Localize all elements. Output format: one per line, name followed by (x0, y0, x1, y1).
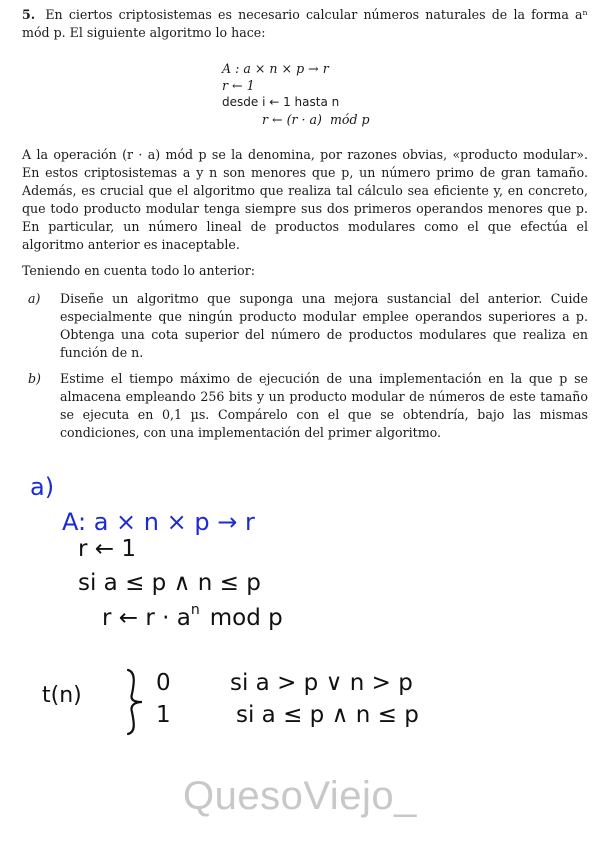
algorithm-signature: A : a × n × p → r (222, 61, 329, 76)
question-text-b: Estime el tiempo máximo de ejecución de una implementación en la que p se almacena empleando 256 bits y un producto modular de números de este tamaño se ejecuta en 0,1 µs. Compárelo con el que se obtendría, bajo las mismas condiciones, con una implementación del primer algoritmo. (60, 371, 588, 440)
hand-signature-line: A: a × n × p → r (62, 508, 255, 536)
hand-case1-value: 0 (156, 670, 171, 696)
hand-case1-condition: si a > p ∨ n > p (230, 670, 413, 696)
problem-intro-text: En ciertos criptosistemas es necesario calcular números naturales de la forma aⁿ mód p. El siguiente algoritmo lo hace: (22, 7, 588, 40)
question-label-a: a) (28, 291, 41, 306)
algorithm-init: r ← 1 (222, 78, 255, 93)
paragraph-considering: Teniendo en cuenta todo lo anterior: (22, 263, 256, 278)
question-text-a: Diseñe un algoritmo que suponga una mejora sustancial del anterior. Cuide especialmente que ningún producto modular emplee operandos superiores a p. Obtenga una cota superior del número de productos modulares que realiza en función de n. (60, 291, 588, 360)
question-label-b: b) (28, 371, 41, 386)
watermark: QuesoViejo_ (183, 774, 417, 818)
hand-init-line: r ← 1 (78, 536, 136, 562)
hand-case2-condition: si a ≤ p ∧ n ≤ p (236, 702, 419, 728)
problem-number: 5. (22, 7, 36, 22)
hand-part-label: a) (30, 473, 55, 501)
paragraph-modular-product: A la operación (r · a) mód p se la denomina, por razones obvias, «producto modular». En estos criptosistemas a y n son menores que p, un número primo de gran tamaño. Además, es crucial que el algoritmo que realiza tal cálculo sea eficiente y, en concreto, que todo producto modular tenga siempre sus dos primeros operandos menores que p. En particular, un número lineal de productos modulares como el que efectúa el algoritmo anterior es inaceptable. (22, 147, 588, 252)
hand-cost-label: t(n) (42, 683, 82, 708)
hand-assign-text: r ← r · a (102, 605, 191, 631)
hand-mod-text: mod p (209, 605, 283, 631)
hand-brace-icon (128, 670, 142, 734)
algorithm-loop: desde i ← 1 hasta n (222, 95, 340, 109)
hand-case2-value: 1 (156, 702, 171, 728)
hand-exponent: n (190, 602, 200, 618)
hand-assign-line (102, 602, 283, 631)
algorithm-body: r ← (r · a) mód p (262, 112, 370, 127)
hand-condition-line: si a ≤ p ∧ n ≤ p (78, 570, 261, 596)
